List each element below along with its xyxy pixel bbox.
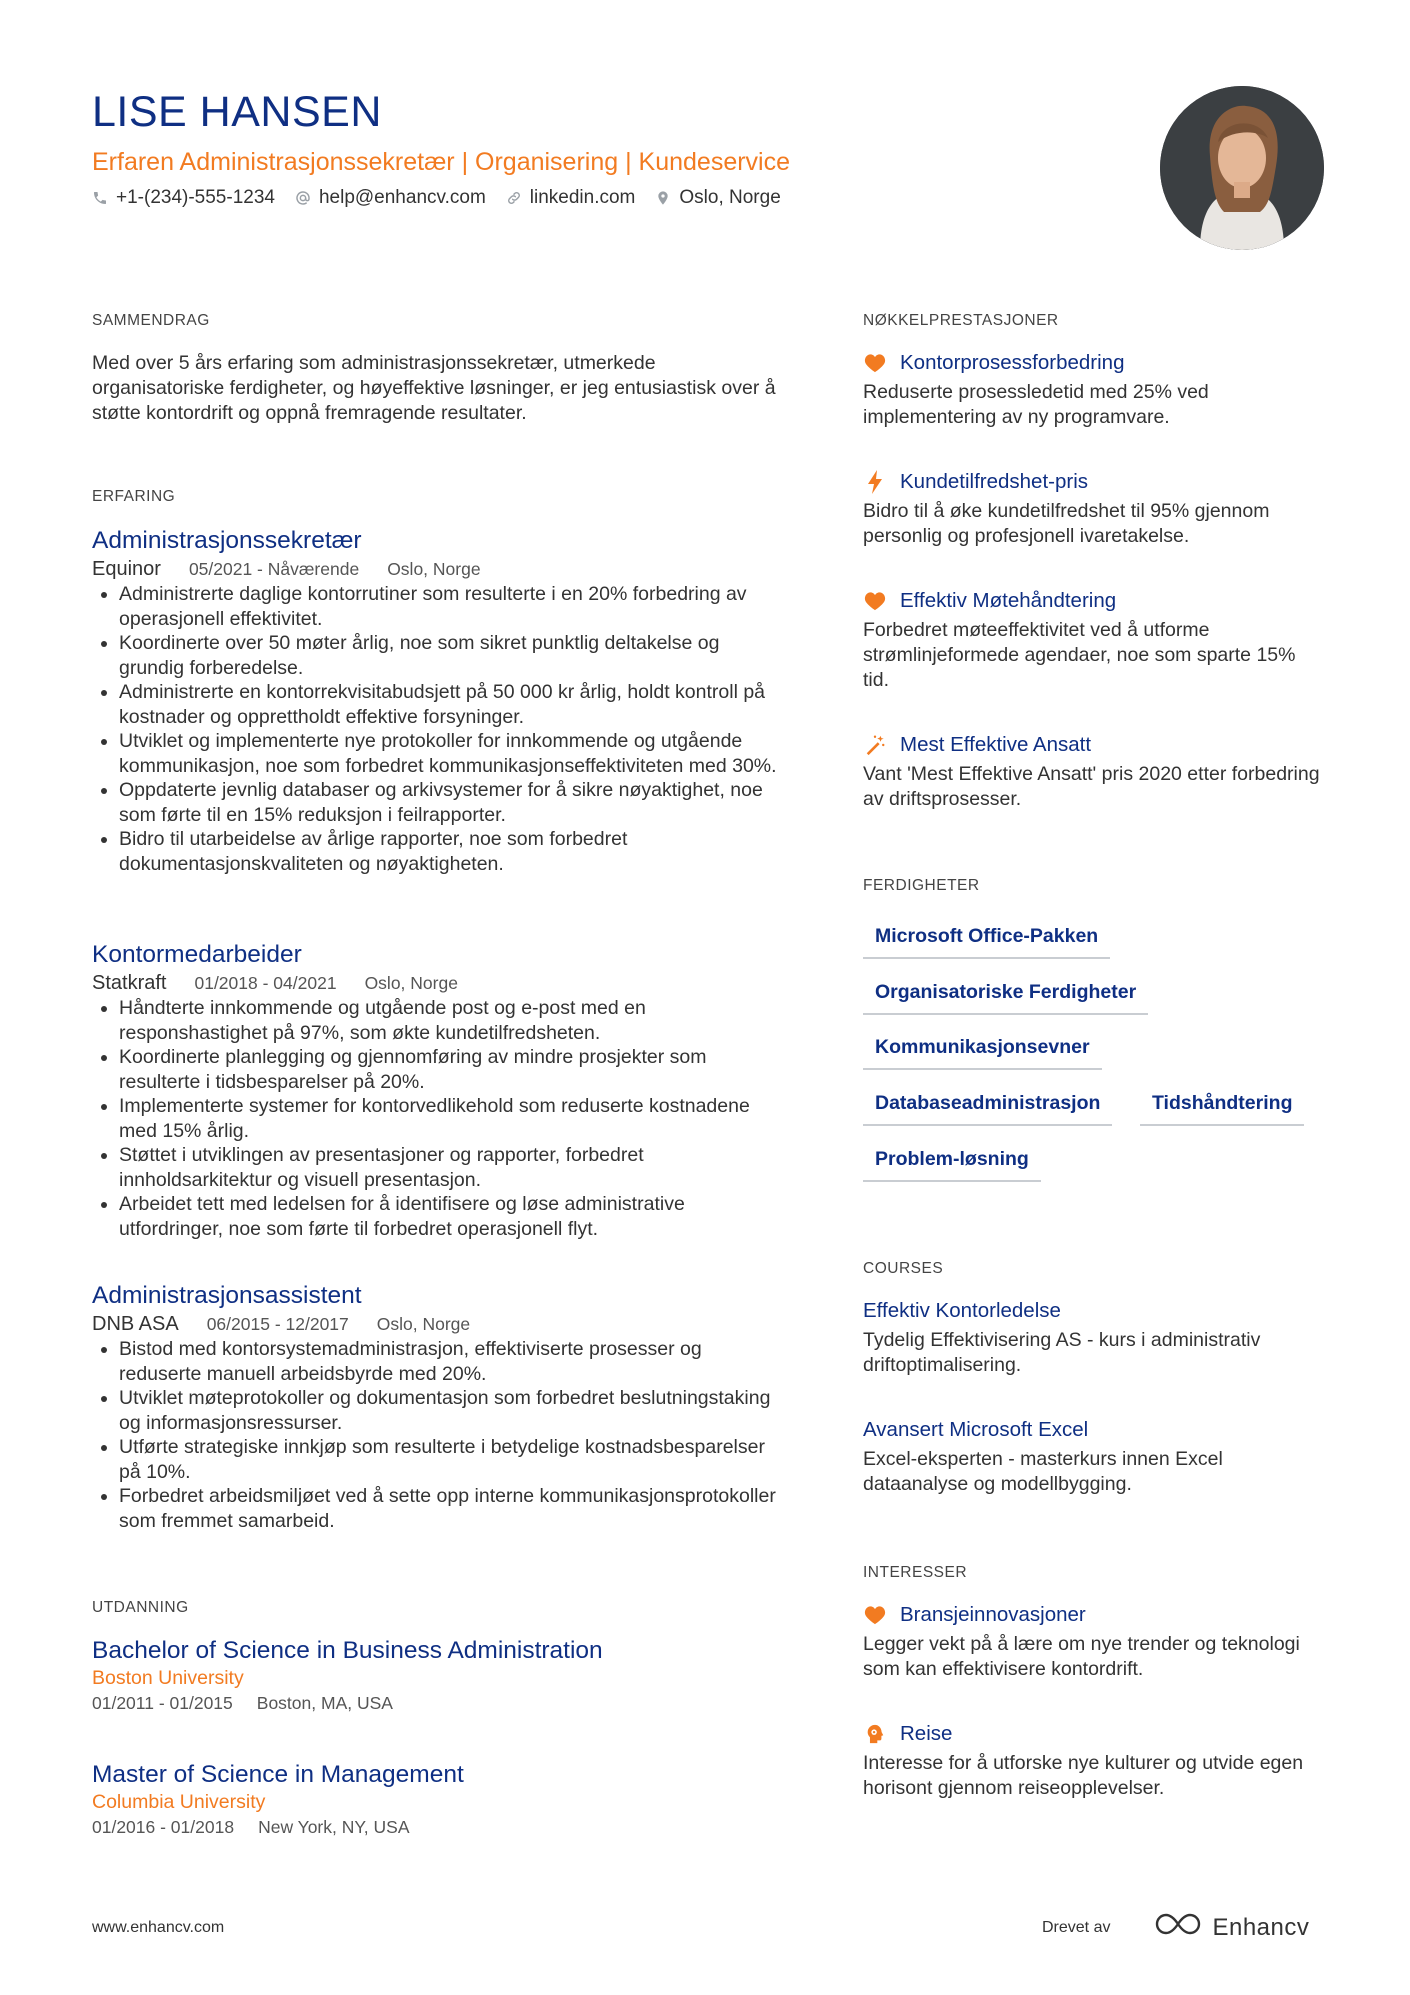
course-desc: Tydelig Effektivisering AS - kurs i administrativ driftoptimalisering. (863, 1329, 1261, 1376)
job-dates: 01/2018 - 04/2021 (194, 973, 337, 993)
link-icon (506, 190, 522, 206)
section-title-education: UTDANNING (92, 1599, 189, 1616)
contact-email[interactable] (295, 184, 486, 212)
interest-title: Bransjeinnovasjoner (900, 1603, 1086, 1626)
contact-phone-text: +1-(234)-555-1234 (116, 187, 275, 208)
magic-wand-icon (863, 733, 887, 757)
skill-tag: Problem-løsning (863, 1146, 1041, 1182)
skill-tag: Organisatoriske Ferdigheter (863, 979, 1148, 1015)
education-location: Boston, MA, USA (256, 1693, 393, 1713)
section-title-summary: SAMMENDRAG (92, 312, 210, 329)
job-bullets (92, 582, 782, 876)
achievement-title: Mest Effektive Ansatt (900, 733, 1092, 756)
degree-title: Bachelor of Science in Business Administration (92, 1637, 603, 1664)
location-pin-icon (655, 190, 671, 206)
section-title-achievements: NØKKELPRESTASJONER (863, 312, 1059, 329)
brand-logo[interactable] (1154, 1912, 1309, 1943)
bullet: • Implementerte systemer for kontorvedlikehold som reduserte kostnadene med 15% årlig. (119, 1094, 782, 1143)
phone-icon (92, 190, 108, 206)
achievement-item (863, 349, 1323, 430)
interest-desc: Legger vekt på å lære om nye trender og teknologi som kan effektivisere kontordrift. (863, 1633, 1300, 1680)
achievement-title: Kundetilfredshet-pris (900, 470, 1089, 493)
course-desc: Excel-eksperten - masterkurs innen Excel dataanalyse og modellbygging. (863, 1448, 1223, 1495)
achievement-desc: Bidro til å øke kundetilfredshet til 95% gjennom personlig og profesjonell ivaretakelse. (863, 500, 1270, 547)
bullet: • Administrerte daglige kontorrutiner som resulterte i en 20% forbedring av operasjonell effektivitet. (119, 582, 782, 631)
achievement-item (863, 731, 1323, 812)
powered-by-text: Drevet av (1042, 1918, 1111, 1936)
skill-tag: Databaseadministrasjon (863, 1090, 1112, 1126)
education-dates: 01/2011 - 01/2015 (92, 1693, 233, 1713)
bullet: • Håndterte innkommende og utgående post og e-post med en responshastighet på 97%, som økte kundetilfredsheten. (119, 996, 782, 1045)
job-bullets (92, 996, 782, 1241)
section-title-courses: COURSES (863, 1260, 944, 1277)
education-meta (92, 1815, 782, 1839)
school-name: Boston University (92, 1667, 244, 1689)
bullet: • Oppdaterte jevnlig databaser og arkivsystemer for å sikre nøyaktighet, noe som førte til en 15% reduksjon i feilrapporter. (119, 778, 782, 827)
bullet: • Bistod med kontorsystemadministrasjon, effektiviserte prosesser og reduserte manuell arbeidsbyrde med 20%. (119, 1337, 782, 1386)
job-bullets (92, 1337, 782, 1533)
section-title-experience: ERFARING (92, 488, 176, 505)
infinity-icon (1154, 1912, 1202, 1943)
headline: Erfaren Administrasjonssekretær | Organisering | Kundeservice (92, 148, 791, 176)
heart-icon (863, 589, 887, 613)
achievement-item (863, 468, 1323, 549)
job-meta (92, 1311, 782, 1337)
bullet: • Forbedret arbeidsmiljøet ved å sette opp interne kommunikasjonsprotokoller som fremmet samarbeid. (119, 1484, 782, 1533)
heart-icon (863, 1603, 887, 1627)
summary-text: Med over 5 års erfaring som administrasjonssekretær, utmerkede organisatoriske ferdigheter, og høyeffektive løsninger, er jeg entusiastisk over å støtte kontordrift og oppnå fremragende resultater. (92, 352, 776, 424)
achievement-desc: Forbedret møteeffektivitet ved å utforme strømlinjeformede agendaer, noe som sparte 15% tid. (863, 619, 1296, 691)
course-title: Avansert Microsoft Excel (863, 1418, 1089, 1441)
bolt-icon (863, 470, 887, 494)
job-meta (92, 970, 782, 996)
section-title-interests: INTERESSER (863, 1564, 968, 1581)
achievement-item (863, 587, 1323, 693)
footer-branding (1042, 1912, 1309, 1943)
achievement-title: Kontorprosessforbedring (900, 351, 1125, 374)
school-name: Columbia University (92, 1791, 266, 1813)
job-location: Oslo, Norge (364, 973, 458, 993)
achievement-desc: Vant 'Mest Effektive Ansatt' pris 2020 etter forbedring av driftsprosesser. (863, 763, 1320, 810)
interest-desc: Interesse for å utforske nye kulturer og utvide egen horisont gjennom reiseopplevelser. (863, 1752, 1304, 1799)
interest-item (863, 1601, 1323, 1682)
job-entry (92, 940, 782, 1241)
job-title: Administrasjonssekretær (92, 527, 362, 554)
job-location: Oslo, Norge (387, 559, 481, 579)
contact-linkedin-text: linkedin.com (529, 187, 636, 208)
bullet: • Støttet i utviklingen av presentasjoner og rapporter, forbedret innholdsarkitektur og visuell presentasjon. (119, 1143, 782, 1192)
course-item (863, 1297, 1323, 1378)
course-title: Effektiv Kontorledelse (863, 1299, 1061, 1322)
skill-tag: Microsoft Office-Pakken (863, 923, 1110, 959)
bullet: • Koordinerte over 50 møter årlig, noe som sikret punktlig deltakelse og grundig forberedelse. (119, 631, 782, 680)
company-name: Equinor (92, 558, 161, 580)
brand-name: Enhancv (1212, 1913, 1310, 1941)
profile-photo (1160, 86, 1324, 250)
job-meta (92, 556, 782, 582)
education-entry (92, 1636, 782, 1715)
course-item (863, 1416, 1323, 1497)
job-title: Kontormedarbeider (92, 941, 302, 968)
at-icon (295, 190, 311, 206)
job-location: Oslo, Norge (376, 1314, 471, 1334)
degree-title: Master of Science in Management (92, 1761, 464, 1788)
education-dates: 01/2016 - 01/2018 (92, 1817, 235, 1837)
education-entry (92, 1760, 782, 1839)
contact-phone[interactable] (92, 184, 275, 212)
achievement-title: Effektiv Møtehåndtering (900, 589, 1117, 612)
section-title-skills: FERDIGHETER (863, 877, 980, 894)
bullet: • Arbeidet tett med ledelsen for å identifisere og løse administrative utfordringer, noe som førte til forbedret operasjonell flyt. (119, 1192, 782, 1241)
bullet: • Koordinerte planlegging og gjennomføring av mindre prosjekter som resulterte i tidsbesparelser på 20%. (119, 1045, 782, 1094)
company-name: DNB ASA (92, 1313, 179, 1335)
bullet: • Administrerte en kontorrekvisitabudsjett på 50 000 kr årlig, holdt kontroll på kostnader og opprettholdt effektive forsyninger. (119, 680, 782, 729)
bullet: • Utførte strategiske innkjøp som resulterte i betydelige kostnadsbesparelser på 10%. (119, 1435, 782, 1484)
skill-tag: Tidshåndtering (1140, 1090, 1304, 1126)
candidate-name: LISE HANSEN (92, 88, 382, 136)
bullet: • Utviklet og implementerte nye protokoller for innkommende og utgående kommunikasjon, noe som forbedret kommunikasjonseffektiviteten med 30%. (119, 729, 782, 778)
job-entry (92, 1281, 782, 1533)
skill-tag: Kommunikasjonsevner (863, 1034, 1102, 1070)
education-location: New York, NY, USA (258, 1817, 410, 1837)
job-entry (92, 526, 782, 876)
footer-website[interactable]: www.enhancv.com (92, 1919, 225, 1936)
contact-location-text: Oslo, Norge (679, 187, 781, 208)
achievement-desc: Reduserte prosessledetid med 25% ved implementering av ny programvare. (863, 381, 1209, 428)
contact-location (655, 184, 780, 212)
contact-linkedin[interactable] (506, 184, 636, 212)
education-meta (92, 1691, 782, 1715)
bullet: • Utviklet møteprotokoller og dokumentasjon som forbedret beslutningstaking og informasjonsressurser. (119, 1386, 782, 1435)
company-name: Statkraft (92, 972, 167, 994)
job-dates: 06/2015 - 12/2017 (206, 1314, 349, 1334)
job-title: Administrasjonsassistent (92, 1282, 362, 1309)
interest-title: Reise (900, 1722, 953, 1745)
heart-icon (863, 351, 887, 375)
head-icon (863, 1722, 887, 1746)
job-dates: 05/2021 - Nåværende (188, 559, 360, 579)
interest-item (863, 1720, 1323, 1801)
contact-bar (92, 184, 781, 212)
contact-email-text: help@enhancv.com (318, 187, 486, 208)
bullet: • Bidro til utarbeidelse av årlige rapporter, noe som forbedret dokumentasjonskvaliteten og nøyaktigheten. (119, 827, 782, 876)
